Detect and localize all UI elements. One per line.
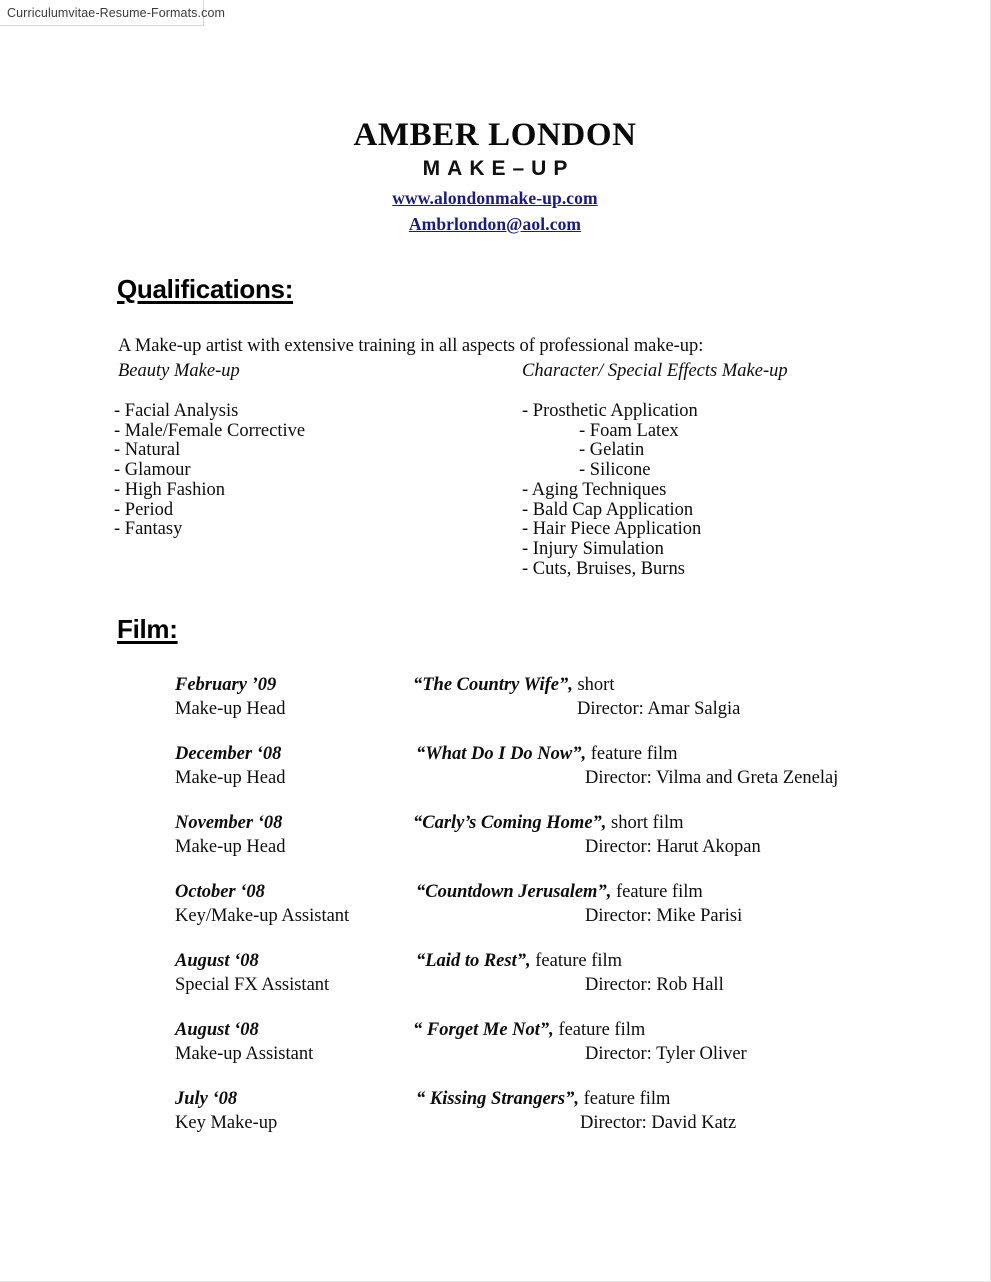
film-title: “ Forget Me Not”,	[413, 1020, 554, 1040]
film-credit-entry	[0, 675, 990, 744]
film-director: Director: Rob Hall	[585, 975, 724, 995]
character-skill-item: - Gelatin	[579, 440, 645, 461]
document-header	[0, 118, 990, 235]
film-role: Key/Make-up Assistant	[175, 906, 350, 926]
beauty-skill-item: - Facial Analysis	[114, 401, 239, 421]
film-title: “ Kissing Strangers”,	[416, 1089, 579, 1109]
film-format: short film	[606, 813, 684, 833]
film-director: Director: David Katz	[580, 1113, 737, 1133]
film-title-line	[413, 1020, 645, 1041]
beauty-skill-item: - Glamour	[114, 460, 191, 481]
film-title-line	[416, 882, 703, 903]
film-role: Make-up Head	[175, 768, 286, 788]
character-skill-item: - Bald Cap Application	[522, 499, 694, 520]
film-credit-entry	[0, 1020, 990, 1089]
character-skill-item: - Hair Piece Application	[522, 519, 702, 540]
film-title-line	[416, 744, 678, 765]
film-title-line	[413, 813, 684, 834]
film-format: feature film	[553, 1020, 646, 1040]
film-director: Director: Tyler Oliver	[585, 1044, 747, 1064]
film-title: “What Do I Do Now”,	[416, 744, 587, 764]
film-credit-entry	[0, 744, 990, 813]
film-format: short	[572, 675, 615, 695]
film-title: “Laid to Rest”,	[416, 951, 531, 971]
character-skill-item: - Aging Techniques	[522, 479, 667, 500]
film-title: “The Country Wife”,	[413, 675, 573, 695]
film-credit-entry	[0, 1089, 990, 1158]
film-date: February ’09	[175, 675, 277, 695]
qualifications-intro: A Make-up artist with extensive training in all aspects of professional make-up:	[118, 336, 704, 356]
character-skill-item: - Foam Latex	[579, 420, 679, 441]
beauty-skill-item: - Period	[114, 499, 174, 520]
beauty-skill-item: - Male/Female Corrective	[114, 420, 306, 441]
character-skill-item: - Injury Simulation	[522, 538, 664, 559]
film-credit-entry	[0, 813, 990, 882]
film-credit-entry	[0, 882, 990, 951]
film-format: feature film	[578, 1089, 671, 1109]
film-title: “Carly’s Coming Home”,	[413, 813, 607, 833]
film-director: Director: Mike Parisi	[585, 906, 743, 926]
film-date: October ‘08	[175, 882, 265, 902]
qualifications-heading: Qualifications:	[117, 274, 294, 304]
character-skill-item: - Silicone	[579, 460, 651, 481]
film-format: feature film	[611, 882, 703, 902]
film-title-line	[416, 1089, 670, 1110]
film-role: Make-up Assistant	[175, 1044, 314, 1064]
film-role: Make-up Head	[175, 699, 286, 719]
beauty-skill-item: - Natural	[114, 440, 181, 461]
film-date: November ‘08	[175, 813, 283, 833]
character-skill-item: - Prosthetic Application	[522, 401, 698, 421]
watermark-bar	[0, 0, 226, 26]
film-credits-list	[0, 675, 990, 1158]
beauty-skills-list	[114, 402, 305, 540]
film-role: Special FX Assistant	[175, 975, 330, 995]
film-title: “Countdown Jerusalem”,	[416, 882, 612, 902]
watermark-text: Curriculumvitae-Resume-Formats.com	[7, 5, 226, 20]
film-date: August ‘08	[175, 951, 259, 971]
qualifications-columns	[0, 361, 990, 591]
film-role: Key Make-up	[175, 1113, 278, 1133]
beauty-skill-item: - High Fashion	[114, 479, 225, 500]
film-date: August ‘08	[175, 1020, 259, 1040]
character-skills-list	[522, 402, 701, 579]
website-link[interactable]: www.alondonmake-up.com	[392, 187, 598, 208]
film-format: feature film	[586, 744, 678, 764]
beauty-skill-item: - Fantasy	[114, 519, 183, 540]
film-director: Director: Harut Akopan	[585, 837, 761, 857]
character-skill-item: - Cuts, Bruises, Burns	[522, 558, 685, 579]
film-credit-entry	[0, 951, 990, 1020]
film-heading: Film:	[117, 614, 178, 644]
film-title-line	[416, 951, 622, 972]
beauty-column-heading: Beauty Make-up	[118, 361, 240, 381]
page-title: AMBER LONDON	[353, 117, 637, 153]
film-date: July ‘08	[175, 1089, 238, 1109]
email-link[interactable]: Ambrlondon@aol.com	[408, 213, 582, 234]
film-director: Director: Vilma and Greta Zenelaj	[585, 768, 839, 788]
film-date: December ‘08	[175, 744, 282, 764]
character-column-heading: Character/ Special Effects Make-up	[522, 361, 788, 381]
film-role: Make-up Head	[175, 837, 286, 857]
film-director: Director: Amar Salgia	[577, 699, 741, 719]
film-format: feature film	[530, 951, 623, 971]
film-title-line	[413, 675, 614, 696]
header-subtitle: MAKE–UP	[422, 156, 575, 180]
